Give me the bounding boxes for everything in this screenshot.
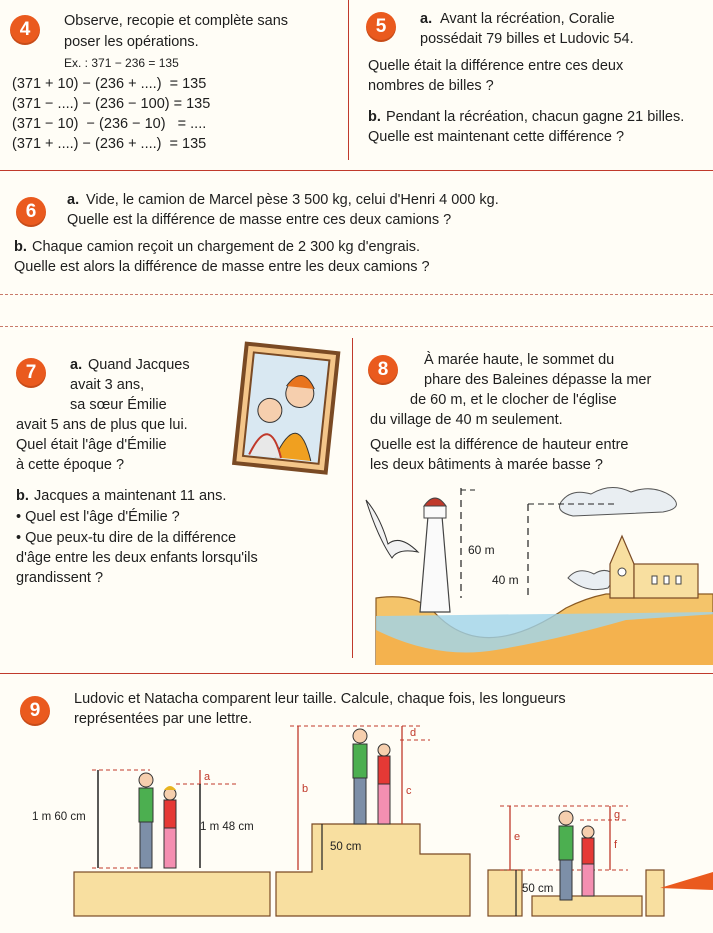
ex6-b-text-2: Quelle est alors la différence de masse entre les deux camions ? bbox=[14, 259, 430, 275]
ex5-a-label: a. bbox=[420, 11, 433, 27]
ex6-a-text-2: Quelle est la différence de masse entre ces deux camions ? bbox=[67, 212, 452, 228]
ex5-a-text-2: possédait 79 billes et Ludovic 54. bbox=[420, 31, 634, 47]
letter-b: b bbox=[302, 783, 309, 795]
ex4-text-1: Observe, recopie et complète sans bbox=[64, 13, 289, 29]
divider-bottom bbox=[0, 673, 713, 674]
ex6-a-label: a. bbox=[67, 192, 80, 208]
letter-c: c bbox=[406, 785, 412, 797]
ex8-text-4: du village de 40 m seulement. bbox=[370, 412, 563, 428]
letter-a: a bbox=[204, 771, 211, 783]
ex8-text-3: de 60 m, et le clocher de l'église bbox=[410, 392, 617, 408]
cloud-left bbox=[568, 570, 616, 589]
ex8-text-2: phare des Baleines dépasse la mer bbox=[424, 372, 652, 388]
exercise-number-5: 5 bbox=[366, 12, 396, 42]
portrait-picture bbox=[226, 340, 344, 480]
letter-e: e bbox=[514, 831, 521, 843]
letter-d: d bbox=[410, 727, 417, 739]
ex7-b-text-2: • Quel est l'âge d'Émilie ? bbox=[16, 509, 180, 525]
letter-g: g bbox=[614, 809, 621, 821]
height-comparison-illustration bbox=[0, 720, 713, 933]
label-1m60: 1 m 60 cm bbox=[32, 811, 86, 823]
lighthouse-church-illustration bbox=[356, 480, 713, 665]
ex7-a-text-2: avait 3 ans, bbox=[70, 377, 145, 393]
torn-edge-2 bbox=[0, 326, 713, 327]
cloud-top bbox=[560, 487, 677, 516]
church-tower bbox=[610, 536, 634, 598]
exercise-number-4: 4 bbox=[10, 15, 40, 45]
ex7-b-text-5: grandissent ? bbox=[16, 570, 104, 586]
ex7-a-label: a. bbox=[70, 357, 83, 373]
ex7-b-label: b. bbox=[16, 488, 29, 504]
ex8-text-1: À marée haute, le sommet du bbox=[424, 352, 615, 368]
ex8-question-1: Quelle est la différence de hauteur entre bbox=[370, 437, 629, 453]
ex5-a-text-1: Avant la récréation, Coralie bbox=[440, 11, 615, 27]
ex7-a-text-5: Quel était l'âge d'Émilie bbox=[16, 437, 167, 453]
divider-7-8 bbox=[352, 338, 353, 658]
ex6-b-text-1: Chaque camion reçoit un chargement de 2 300 kg d'engrais. bbox=[32, 239, 421, 255]
letter-f: f bbox=[614, 839, 618, 851]
exercise-number-7: 7 bbox=[16, 358, 46, 388]
ex5-b-text-2: Quelle est maintenant cette différence ? bbox=[368, 129, 625, 145]
ex4-equation-4: (371 + ....) − (236 + ....) = 135 bbox=[12, 136, 207, 152]
ex4-example: Ex. : 371 − 236 = 135 bbox=[64, 56, 179, 70]
ex9-text-2: représentées par une lettre. bbox=[74, 711, 253, 727]
label-40m: 40 m bbox=[492, 573, 519, 587]
ex4-equation-2: (371 − ....) − (236 − 100) = 135 bbox=[12, 96, 211, 112]
exercise-number-9: 9 bbox=[20, 696, 50, 726]
ex6-b-label: b. bbox=[14, 239, 27, 255]
label-50cm-b: 50 cm bbox=[522, 883, 554, 895]
label-1m48: 1 m 48 cm bbox=[200, 821, 254, 833]
ex5-question-2: nombres de billes ? bbox=[368, 78, 494, 94]
ex4-equation-1: (371 + 10) − (236 + ....) = 135 bbox=[12, 76, 207, 92]
exercise-number-6: 6 bbox=[16, 197, 46, 227]
ex7-a-text-1: Quand Jacques bbox=[88, 357, 190, 373]
divider-top bbox=[0, 170, 713, 171]
seagull bbox=[366, 500, 418, 558]
exercise-number-8: 8 bbox=[368, 355, 398, 385]
torn-edge-1 bbox=[0, 294, 713, 295]
ex7-a-text-6: à cette époque ? bbox=[16, 457, 125, 473]
label-50cm-a: 50 cm bbox=[330, 841, 362, 853]
ex7-a-text-4: avait 5 ans de plus que lui. bbox=[16, 417, 188, 433]
ex7-b-text-4: d'âge entre les deux enfants lorsqu'ils bbox=[16, 550, 258, 566]
ex6-a-text-1: Vide, le camion de Marcel pèse 3 500 kg, celui d'Henri 4 000 kg. bbox=[86, 192, 499, 208]
ex9-text-1: Ludovic et Natacha comparent leur taille. Calcule, chaque fois, les longueurs bbox=[74, 691, 566, 707]
ex5-b-label: b. bbox=[368, 109, 381, 125]
label-60m: 60 m bbox=[468, 543, 495, 557]
ex4-equation-3: (371 − 10) − (236 − 10) = .... bbox=[12, 116, 207, 132]
ex8-question-2: les deux bâtiments à marée basse ? bbox=[370, 457, 603, 473]
lighthouse bbox=[420, 516, 450, 612]
divider-4-5 bbox=[348, 0, 349, 160]
ex7-b-text-3: • Que peux-tu dire de la différence bbox=[16, 530, 237, 546]
ex7-b-text-1: Jacques a maintenant 11 ans. bbox=[34, 488, 227, 504]
ex5-question-1: Quelle était la différence entre ces deux bbox=[368, 58, 624, 74]
ex4-text-2: poser les opérations. bbox=[64, 34, 199, 50]
ex5-b-text-1: Pendant la récréation, chacun gagne 21 billes. bbox=[386, 109, 685, 125]
ex7-a-text-3: sa sœur Émilie bbox=[70, 397, 167, 413]
